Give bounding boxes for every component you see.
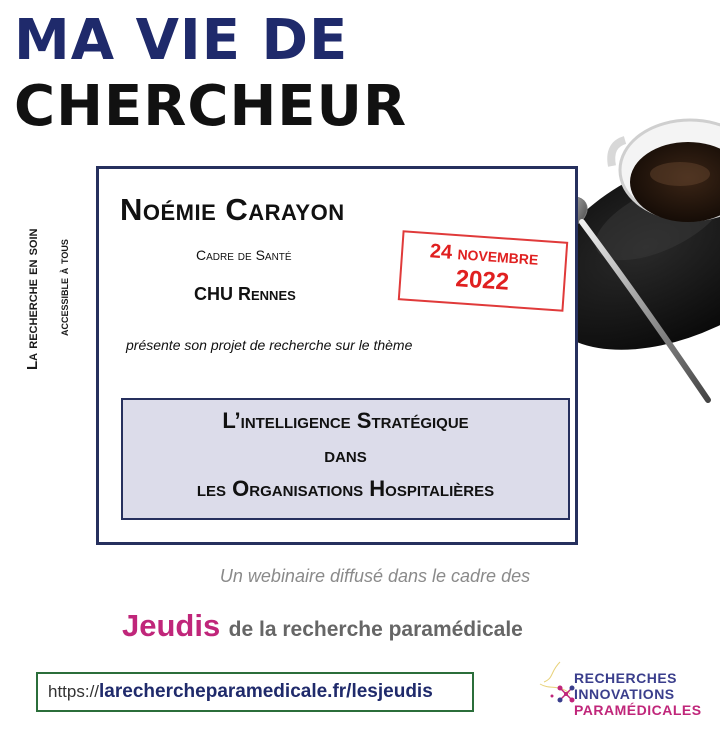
webinar-text: Un webinaire diffusé dans le cadre des [219,566,531,586]
jeudis-label: Jeudis [122,608,221,643]
title-line-2: CHERCHEUR [14,74,408,139]
vertical-tagline [4,158,84,378]
theme-line-3: les Organisations Hospitalières [196,476,495,501]
logo-line-2: INNOVATIONS [574,686,675,702]
tagline-line-2: accessible à tous [56,239,71,336]
website-link[interactable] [36,672,474,712]
logo [530,654,720,724]
date-day-month: 24 novembre [429,240,540,270]
tagline-line-1: La recherche en soin [24,228,41,370]
jeudis-subtitle: de la recherche paramédicale [228,618,523,641]
theme-box [121,398,570,520]
title-line-1: MA VIE DE [14,8,349,73]
url-prefix: https:// [48,682,100,701]
jeudis-line [122,608,523,644]
url-main: larechercheparamedicale.fr/lesjeudis [99,681,433,702]
intro-text: présente son projet de recherche sur le thème [126,337,413,353]
molecule-icon [530,654,576,724]
presenter-role: Cadre de Santé [196,247,292,263]
theme-line-2: dans [324,442,367,467]
logo-line-3: PARAMÉDICALES [574,702,702,718]
date-year: 2022 [454,265,510,296]
theme-line-1: L’intelligence Stratégique [222,408,469,433]
presenter-name: Noémie Carayon [120,192,345,227]
presenter-organization: CHU Rennes [194,284,296,304]
logo-line-1: RECHERCHES [574,670,678,686]
date-stamp [398,230,568,311]
